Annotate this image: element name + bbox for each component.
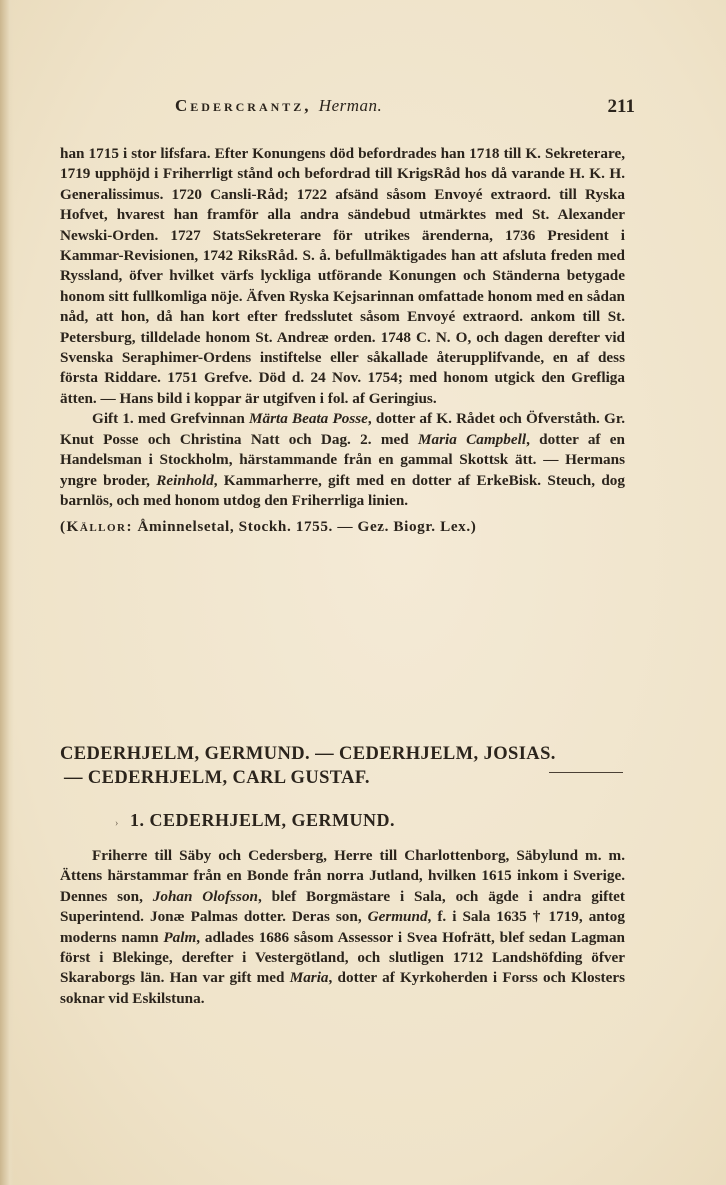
text-run: , Kammarherre, gift med en dotter af ErkeBisk. Steuch, dog barnlös, och med honom utdog den Friherrliga linien. (60, 471, 625, 509)
paragraph-marriages (60, 409, 625, 511)
text-run: , adlades 1686 såsom Assessor i Svea Hofrätt, blef sedan Lagman först i Blekinge, derefter i Vestergötland, och slutligen 1712 Landshöfding öfver Skaraborgs län. Han var gift med (60, 928, 625, 987)
running-head-surname: Cedercrantz, (175, 96, 312, 115)
text-run: , dotter af K. Rådet och Öfverståth. Gr. Knut Posse och Christina Natt och Dag. 2. med (60, 410, 625, 448)
text-run: Friherre till Säby och Cedersberg, Herre till Charlottenborg, Säbylund m. m. Ättens härstammar från en Bonde från norra Jutland, hvilken 1615 inkom i Sverige. Dennes son, (60, 847, 625, 905)
subheading: 1. CEDERHJELM, GERMUND. (130, 810, 396, 830)
paragraph-germund (60, 846, 625, 1009)
entry-text-cedercrantz (60, 144, 625, 538)
text-run: , blef Borgmästare i Sala, och ägde i andra giftet Superintend. Jonæ Palmas dotter. Deras son, (60, 887, 625, 926)
person-name: Märta Beata Posse (248, 410, 368, 428)
page-spine-shadow (0, 0, 14, 1185)
source-label: (Källor: (60, 518, 134, 536)
paragraph-career: han 1715 i stor lifsfara. Efter Konungens död befordrades han 1718 till K. Sekreterare, 1719 upphöjd i Friherrligt stånd och befordrad till KrigsRåd hos då varande H. K. H. Generalissimus. 1720 Cansli-Råd; 1722 afsänd såsom Envoyé extraord. till Ryska Hofvet, hvarest han framför alla andra sändebud utmärktes med St. Alexander Newski-Orden. 1727 StatsSekreterare för utrikes ärenderna, 1736 President i Kammar-Revisionen, 1742 RiksRåd. S. å. befullmäktigades han att afsluta freden med Ryssland, öfver hvilket värfs lyckliga utförande Konungen och Ständerna betygade honom sitt fullkomliga nöje. Äfven Ryska Kejsarinnan omfattade honom med en sådan nåd, att hon, då han kort efter fredsslutet såsom Envoyé extraord. ankom till St. Petersburg, tilldelade honom St. Andreæ orden. 1748 C. N. O, och dagen derefter vid Svenska Seraphimer-Ordens instiftelse eller såkallade återupplifvande, en af dess första Riddare. 1751 Grefve. Död d. 24 Nov. 1754; med honom utgick den Grefliga ätten. — Hans bild i koppar är utgifven i fol. af Geringius. (60, 145, 625, 407)
source-text: Åminnelsetal, Stockh. 1755. — Gez. Biogr. Lex.) (133, 518, 477, 536)
page-number: 211 (607, 96, 635, 117)
person-name: Palm (163, 928, 197, 946)
person-name: Maria Campbell (418, 430, 527, 448)
running-head-forename: Herman. (318, 96, 383, 115)
text-run: , f. i Sala 1635 † 1719, antog moderns namn (60, 908, 625, 946)
source-citation (60, 517, 625, 537)
margin-mark: › (115, 818, 119, 829)
entry-text-cederhjelm (60, 846, 625, 1009)
person-name: Johan Olofsson (152, 887, 258, 905)
section-heading-line2: — CEDERHJELM, CARL GUSTAF. (64, 768, 370, 788)
person-name: Reinhold (156, 471, 214, 489)
text-run: , dotter af en Handelsman i Stockholm, härstammande från en gammal Skottsk ätt. — Hermans yngre broder, (60, 430, 625, 489)
heading-flourish (549, 772, 623, 779)
person-name: Germund (367, 908, 428, 926)
person-name: Maria (289, 969, 329, 987)
section-heading (60, 742, 625, 790)
running-head-title (175, 96, 382, 116)
text-run: , dotter af Kyrkoherden i Forss och Klosters soknar vid Eskilstuna. (60, 969, 625, 1007)
running-head (175, 96, 635, 126)
text-run: Gift 1. med Grefvinnan (92, 410, 249, 428)
section-heading-line1: CEDERHJELM, GERMUND. — CEDERHJELM, JOSIAS. (60, 744, 556, 764)
